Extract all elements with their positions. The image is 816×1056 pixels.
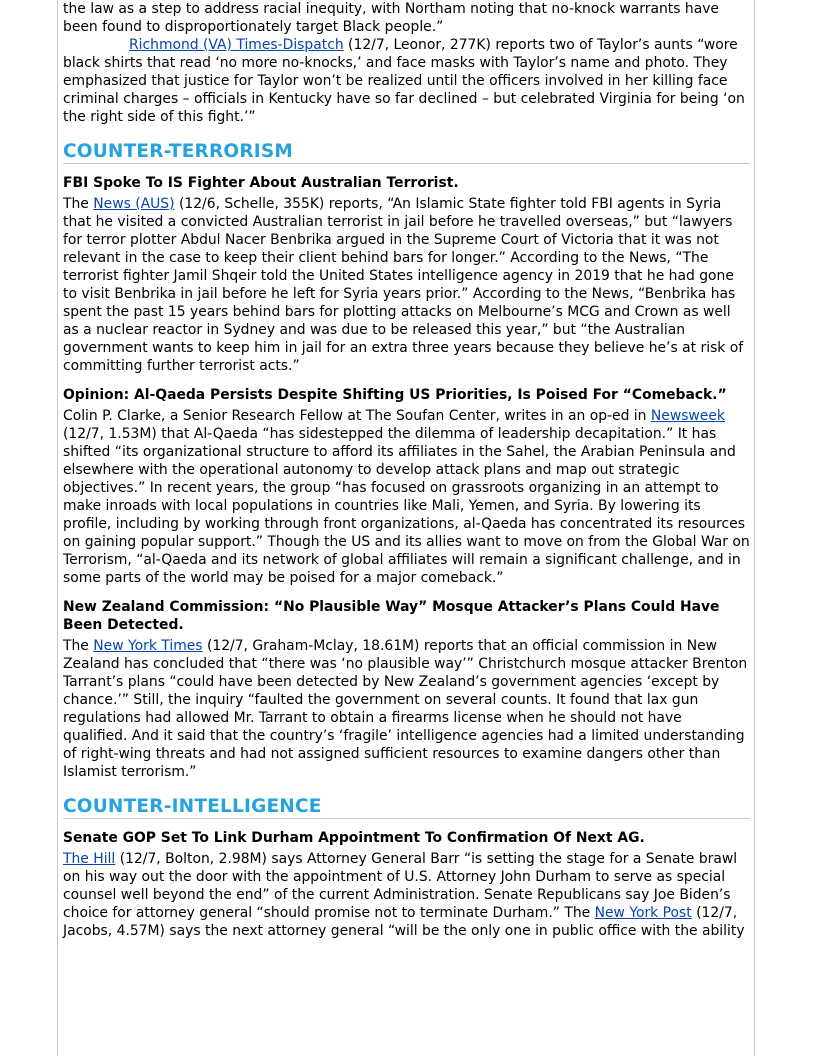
article-headline: Senate GOP Set To Link Durham Appointment To Confirmation Of Next AG. <box>63 830 645 846</box>
source-link-news-aus[interactable]: News (AUS) <box>93 196 175 212</box>
source-link-nyt[interactable]: New York Times <box>93 638 203 654</box>
article-body: The News (AUS) (12/6, Schelle, 355K) reports, “An Islamic State fighter told FBI agents in Syria that he visited a convicted Australian terrorist in jail before he travelled overseas,” but “lawyers for terror plotter Abdul Nacer Benbrika argued in the Supreme Court of Victoria that it was not relevant in the case to keep their client behind bars for longer.” According to the News, “The terrorist fighter Jamil Shqeir told the United States intelligence agency in 2019 that he had gone to visit Benbrika in jail before he left for Syria years prior.” According to the News, “Benbrika has spent the past 15 years behind bars for plotting attacks on Melbourne’s MCG and Crown as well as a nuclear reactor in Sydney and was due to be released this year,” but “the Australian government wants to keep him in jail for an extra three years because they believe he’s at risk of committing further terrorist acts.” <box>63 196 744 374</box>
article-headline: FBI Spoke To IS Fighter About Australian Terrorist. <box>63 175 459 191</box>
source-link-newsweek[interactable]: Newsweek <box>650 408 725 424</box>
intro-paragraph <box>63 0 750 36</box>
article-headline: New Zealand Commission: “No Plausible Way” Mosque Attacker’s Plans Could Have Been Detected. <box>63 599 720 633</box>
document-content <box>58 0 754 940</box>
section-heading-counter-terrorism: COUNTER-TERRORISM <box>63 142 750 164</box>
source-link-the-hill[interactable]: The Hill <box>63 851 116 867</box>
document-page <box>57 0 755 1056</box>
article-headline: Opinion: Al-Qaeda Persists Despite Shifting US Priorities, Is Poised For “Comeback.” <box>63 387 727 403</box>
section-heading-counter-intelligence: COUNTER-INTELLIGENCE <box>63 797 750 819</box>
intro-text: the law as a step to address racial inequity, with Northam noting that no-knock warrants have been found to disproportionately target Black people.” <box>63 1 719 35</box>
intro-paragraph-2 <box>63 36 750 126</box>
article-body: The New York Times (12/7, Graham-Mclay, 18.61M) reports that an official commission in New Zealand has concluded that “there was ‘no plausible way’” Christchurch mosque attacker Brenton Tarrant’s plans “could have been detected by New Zealand’s government agencies ‘except by chance.’” Still, the inquiry “faulted the government on several counts. It found that lax gun regulations had allowed Mr. Tarrant to obtain a firearms license when he should not have qualified. And it said that the country’s ‘fragile’ intelligence agencies had a limited understanding of right-wing threats and had not assigned sufficient resources to examine dangers other than Islamist terrorism.” <box>63 638 748 780</box>
source-link-ny-post[interactable]: New York Post <box>594 905 692 921</box>
source-link-richmond[interactable]: Richmond (VA) Times-Dispatch <box>129 37 344 53</box>
article-body: The Hill (12/7, Bolton, 2.98M) says Attorney General Barr “is setting the stage for a Senate brawl on his way out the door with the appointment of U.S. Attorney John Durham to serve as special counsel well beyond the end” of the current Administration. Senate Republicans say Joe Biden’s choice for attorney general “should promise not to terminate Durham.” The New York Post (12/7, Jacobs, 4.57M) says the next attorney general “will be the only one in public office with the ability <box>63 851 745 939</box>
intro-text-2: (12/7, Leonor, 277K) reports two of Taylor’s aunts “wore black shirts that read ‘no more no-knocks,’ and face masks with Taylor’s name and photo. They emphasized that justice for Taylor won’t be realized until the officers involved in her killing face criminal charges – officials in Kentucky have so far declined – but celebrated Virginia for being ‘on the right side of this fight.’” <box>63 37 745 125</box>
article-body: Colin P. Clarke, a Senior Research Fellow at The Soufan Center, writes in an op-ed in Newsweek (12/7, 1.53M) that Al-Qaeda “has sidestepped the dilemma of leadership decapitation.” It has shifted “its organizational structure to afford its affiliates in the Sahel, the Arabian Peninsula and elsewhere with the operational autonomy to develop attack plans and map out strategic objectives.” In recent years, the group “has focused on grassroots organizing in an attempt to make inroads with local populations in countries like Mali, Yemen, and Syria. By lowering its profile, including by working through front organizations, al-Qaeda has concentrated its resources on gaining popular support.” Though the US and its allies want to move on from the Global War on Terrorism, “al-Qaeda and its network of global affiliates will remain a significant challenge, and in some parts of the world may be poised for a major comeback.” <box>63 408 750 586</box>
